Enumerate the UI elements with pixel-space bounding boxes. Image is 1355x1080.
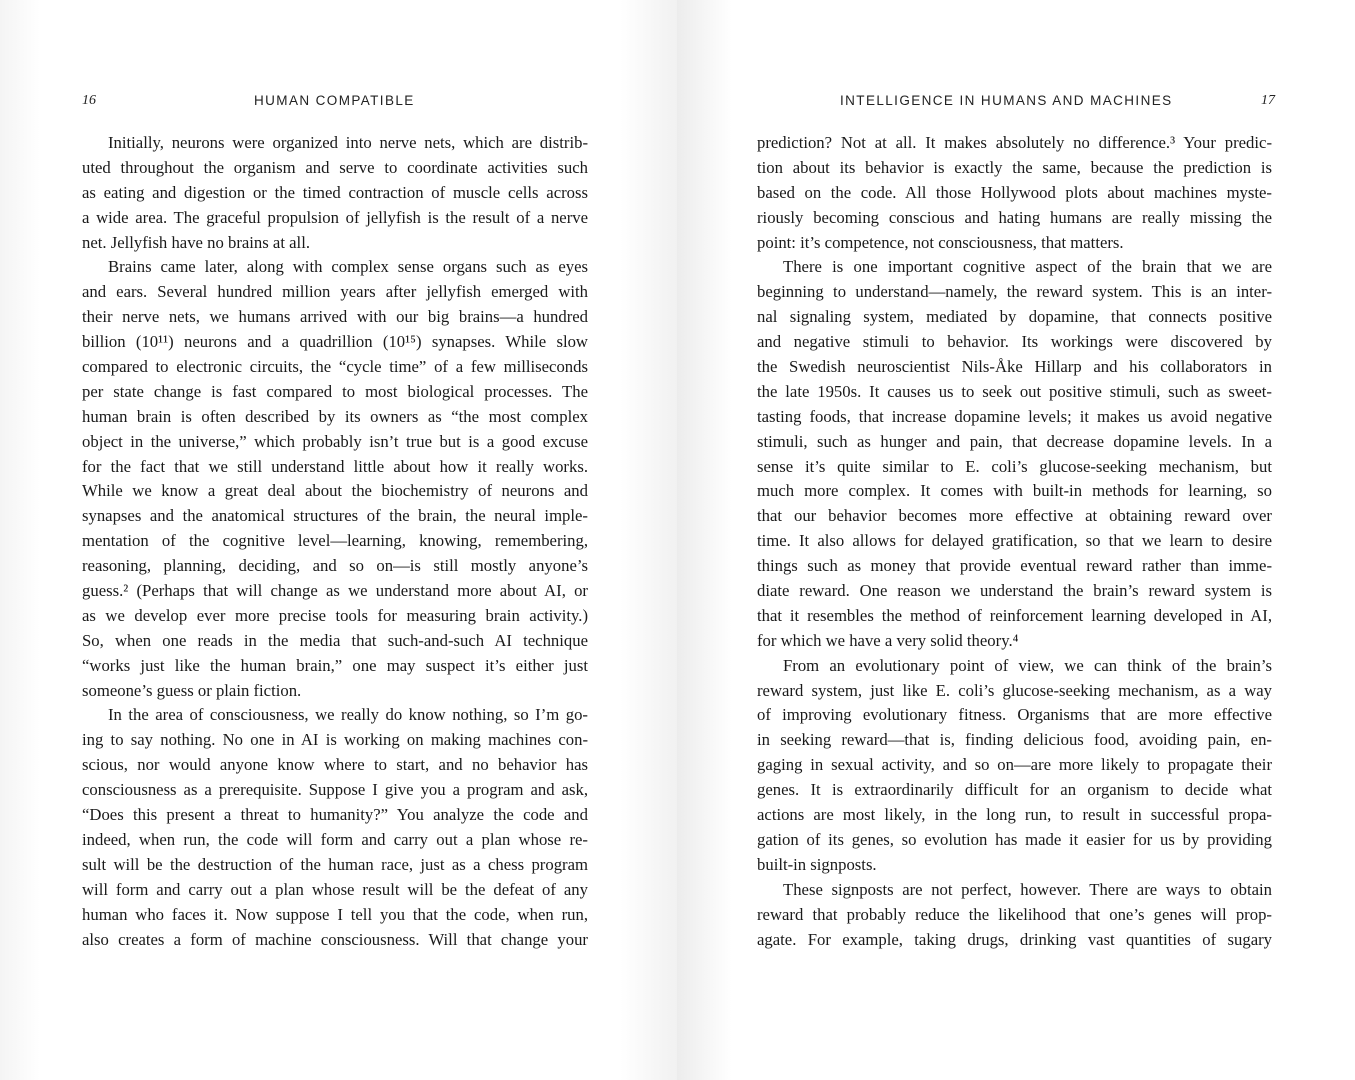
- text-line: someone’s guess or plain fiction.: [82, 680, 302, 700]
- text-line: scious, nor would anyone know where to start, and no behavior has: [82, 755, 588, 775]
- text-line: These signposts are not perfect, however. There are ways to obtain: [783, 879, 1272, 899]
- text-line: built-in signposts.: [757, 854, 877, 874]
- running-head: INTELLIGENCE IN HUMANS AND MACHINES: [840, 93, 1173, 108]
- text-line: consciousness as a prerequisite. Suppose I give you a program and ask,: [82, 780, 588, 800]
- text-line: gaging in sexual activity, and so on—are more likely to propagate their: [757, 755, 1272, 775]
- page-number: 16: [82, 93, 96, 108]
- text-line: There is one important cognitive aspect of the brain that we are: [783, 257, 1272, 277]
- text-line: and ears. Several hundred million years after jellyfish emerged with: [82, 282, 588, 302]
- text-line: things such as money that provide eventual reward rather than imme-: [757, 556, 1272, 576]
- text-line: much more complex. It comes with built-in methods for learning, so: [757, 481, 1272, 501]
- text-line: Initially, neurons were organized into nerve nets, which are distrib-: [108, 133, 588, 152]
- text-line: stimuli, such as hunger and pain, that decrease dopamine levels. In a: [757, 431, 1272, 451]
- body-text: [82, 131, 588, 952]
- text-line: human who faces it. Now suppose I tell you that the code, when run,: [82, 904, 588, 924]
- text-line: actions are most likely, in the long run, to result in successful propa-: [757, 805, 1272, 825]
- text-line: compared to electronic circuits, the “cycle time” of a few milliseconds: [82, 357, 588, 377]
- running-head: HUMAN COMPATIBLE: [254, 93, 415, 108]
- text-line: reasoning, planning, deciding, and so on—is still mostly anyone’s: [82, 556, 588, 576]
- text-line: beginning to understand—namely, the reward system. This is an inter-: [757, 282, 1272, 302]
- text-line: that it resembles the method of reinforcement learning developed in AI,: [757, 605, 1272, 625]
- text-line: their nerve nets, we humans arrived with our big brains—a hundred: [82, 307, 588, 327]
- text-line: net. Jellyfish have no brains at all.: [82, 232, 311, 252]
- text-line: “Does this present a threat to humanity?” You analyze the code and: [82, 805, 588, 825]
- text-line: From an evolutionary point of view, we can think of the brain’s: [783, 655, 1272, 675]
- text-line: uted throughout the organism and serve to coordinate activities such: [82, 157, 588, 177]
- text-line: will form and carry out a plan whose result will be the defeat of any: [82, 879, 588, 899]
- text-line: human brain is often described by its owners as “the most complex: [82, 406, 588, 426]
- text-line: In the area of consciousness, we really do know nothing, so I’m go-: [108, 705, 588, 725]
- text-line: reward that probably reduce the likelihood that one’s genes will prop-: [757, 904, 1272, 924]
- text-line: tasting foods, that increase dopamine levels; it makes us avoid negative: [757, 406, 1272, 426]
- page-number: 17: [1261, 93, 1275, 108]
- text-line: based on the code. All those Hollywood plots about machines myste-: [757, 182, 1272, 202]
- text-line: Brains came later, along with complex sense organs such as eyes: [108, 257, 588, 277]
- text-line: also creates a form of machine consciousness. Will that change your: [82, 929, 588, 949]
- text-line: billion (10¹¹) neurons and a quadrillion (10¹⁵) synapses. While slow: [82, 332, 588, 352]
- text-line: of improving evolutionary fitness. Organisms that are more effective: [757, 705, 1272, 725]
- text-line: So, when one reads in the media that such-and-such AI technique: [82, 630, 588, 650]
- text-line: diate reward. One reason we understand the brain’s reward system is: [757, 581, 1272, 601]
- text-line: for which we have a very solid theory.⁴: [757, 630, 1019, 650]
- text-line: time. It also allows for delayed gratification, so that we learn to desire: [757, 531, 1272, 551]
- text-line: object in the universe,” which probably isn’t true but is a good excuse: [82, 431, 588, 451]
- text-line: sense it’s quite similar to E. coli’s glucose-seeking mechanism, but: [757, 456, 1272, 476]
- text-line: as eating and digestion or the timed contraction of muscle cells across: [82, 182, 588, 202]
- text-line: mentation of the cognitive level—learning, knowing, remembering,: [82, 531, 588, 551]
- text-line: per state change is fast compared to most biological processes. The: [82, 381, 588, 401]
- text-line: for the fact that we still understand little about how it really works.: [82, 456, 588, 476]
- text-line: that our behavior becomes more effective at obtaining reward over: [757, 506, 1272, 526]
- text-line: sult will be the destruction of the human race, just as a chess program: [82, 854, 588, 874]
- text-line: genes. It is extraordinarily difficult for an organism to decide what: [757, 780, 1272, 800]
- text-line: a wide area. The graceful propulsion of jellyfish is the result of a nerve: [82, 207, 588, 227]
- body-text: [757, 131, 1272, 952]
- text-line: While we know a great deal about the biochemistry of neurons and: [82, 481, 588, 501]
- text-line: as we develop ever more precise tools for measuring brain activity.): [82, 605, 588, 625]
- text-line: prediction? Not at all. It makes absolutely no difference.³ Your predic-: [757, 133, 1272, 152]
- text-line: reward system, just like E. coli’s glucose-seeking mechanism, as a way: [757, 680, 1272, 700]
- right-page: [677, 0, 1355, 1080]
- text-line: synapses and the anatomical structures of the brain, the neural imple-: [82, 506, 588, 526]
- text-line: tion about its behavior is exactly the same, because the prediction is: [757, 157, 1272, 177]
- text-line: and negative stimuli to behavior. Its workings were discovered by: [757, 332, 1272, 352]
- text-line: guess.² (Perhaps that will change as we understand more about AI, or: [82, 581, 588, 601]
- text-line: point: it’s competence, not consciousness, that matters.: [757, 232, 1124, 252]
- text-line: agate. For example, taking drugs, drinking vast quantities of sugary: [757, 929, 1272, 949]
- left-page: [0, 0, 677, 1080]
- text-line: the Swedish neuroscientist Nils-Åke Hillarp and his collaborators in: [757, 357, 1272, 377]
- text-line: the late 1950s. It causes us to seek out positive stimuli, such as sweet-: [757, 381, 1272, 401]
- text-line: indeed, when run, the code will form and carry out a plan whose re-: [82, 829, 588, 849]
- text-line: ing to say nothing. No one in AI is working on making machines con-: [82, 730, 588, 750]
- text-line: “works just like the human brain,” one may suspect it’s either just: [82, 655, 588, 675]
- text-line: riously becoming conscious and hating humans are really missing the: [757, 207, 1272, 227]
- text-line: in seeking reward—that is, finding delicious food, avoiding pain, en-: [757, 730, 1272, 750]
- text-line: gation of its genes, so evolution has made it easier for us by providing: [757, 829, 1272, 849]
- text-line: nal signaling system, mediated by dopamine, that connects positive: [757, 307, 1272, 327]
